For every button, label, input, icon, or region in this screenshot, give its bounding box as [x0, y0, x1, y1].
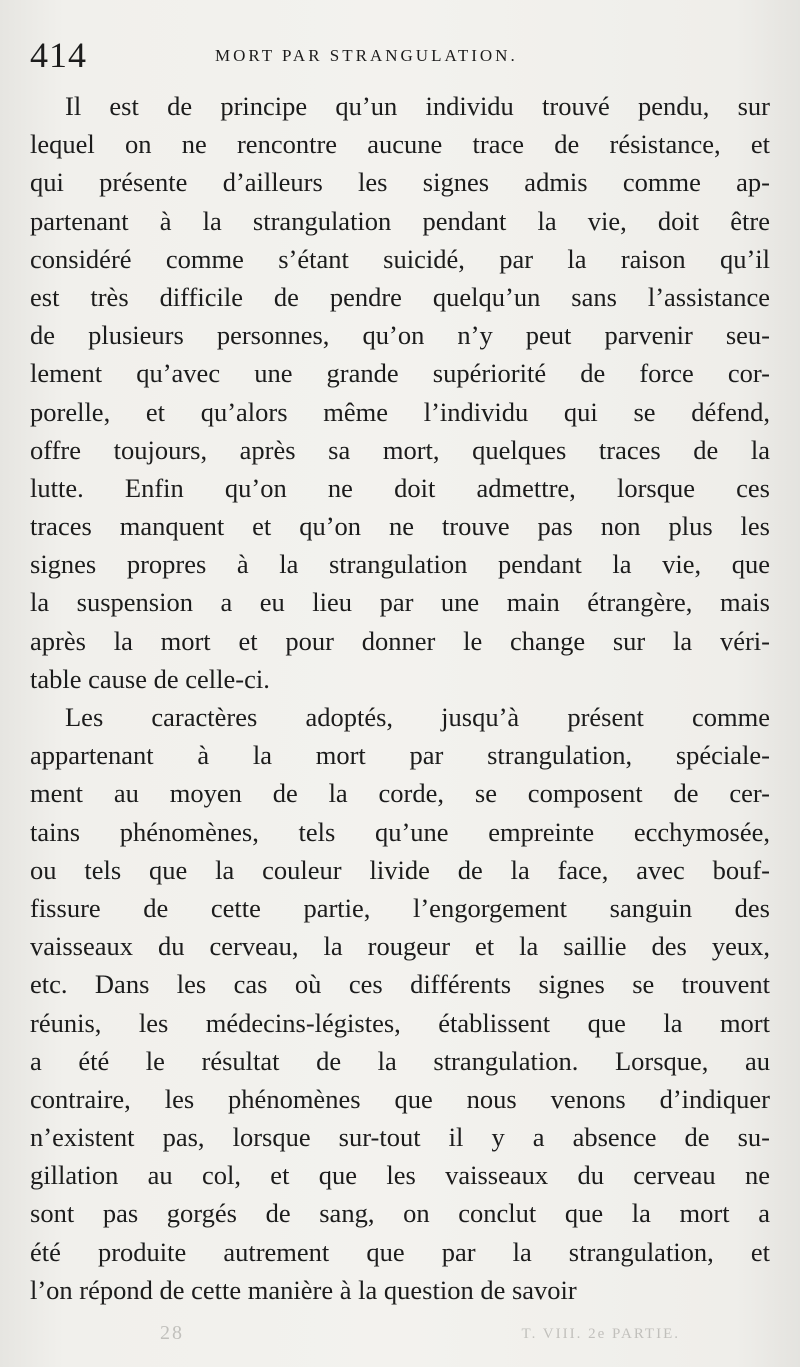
page-number: 414: [30, 35, 87, 75]
text-line: l’on répond de cette manière à la question de savoir: [30, 1274, 577, 1305]
page-header: [30, 32, 760, 82]
text-line: vaisseaux du cerveau, la rougeur et la saillie des yeux,: [30, 931, 770, 962]
running-head: MORT PAR STRANGULATION.: [215, 46, 518, 65]
text-line: Les caractères adoptés, jusqu’à présent comme: [65, 702, 770, 732]
text-line: fissure de cette partie, l’engorgement sanguin des: [30, 892, 770, 923]
text-line: considéré comme s’étant suicidé, par la raison qu’il: [30, 243, 770, 274]
text-line: été produite autrement que par la strangulation, et: [30, 1236, 770, 1267]
text-line: n’existent pas, lorsque sur-tout il y a absence de su-: [30, 1122, 770, 1153]
text-line: a été le résultat de la strangulation. Lorsque, au: [30, 1045, 770, 1076]
text-line: table cause de celle-ci.: [30, 663, 270, 694]
text-line: etc. Dans les cas où ces différents signes se trouvent: [30, 969, 770, 1000]
text-line: gillation au col, et que les vaisseaux du cerveau ne: [30, 1160, 770, 1191]
text-line: de plusieurs personnes, qu’on n’y peut parvenir seu-: [30, 320, 770, 351]
text-line: ment au moyen de la corde, se composent de cer-: [30, 778, 770, 809]
text-line: signes propres à la strangulation pendant la vie, que: [30, 549, 770, 580]
text-line: Il est de principe qu’un individu trouvé pendu, sur: [65, 91, 770, 121]
text-line: tains phénomènes, tels qu’une empreinte ecchymosée,: [30, 816, 770, 847]
paragraph: [30, 87, 770, 698]
text-line: appartenant à la mort par strangulation, spéciale-: [30, 740, 770, 771]
text-line: porelle, et qu’alors même l’individu qui se défend,: [30, 396, 770, 427]
signature-number: 28: [160, 1322, 184, 1344]
text-line: traces manquent et qu’on ne trouve pas non plus les: [30, 511, 770, 542]
text-line: réunis, les médecins-légistes, établissent que la mort: [30, 1007, 770, 1038]
text-line: lement qu’avec une grande supériorité de force cor-: [30, 358, 770, 389]
text-line: la suspension a eu lieu par une main étrangère, mais: [30, 587, 770, 618]
text-line: partenant à la strangulation pendant la vie, doit être: [30, 205, 770, 236]
paragraph: [30, 698, 770, 1309]
text-line: sont pas gorgés de sang, on conclut que la mort a: [30, 1198, 770, 1229]
text-line: qui présente d’ailleurs les signes admis comme ap-: [30, 167, 770, 198]
text-line: lequel on ne rencontre aucune trace de résistance, et: [30, 129, 770, 160]
body-text: [30, 87, 770, 1309]
volume-signature: T. VIII. 2e PARTIE.: [521, 1326, 680, 1342]
page-footer: [140, 1322, 760, 1352]
text-line: lutte. Enfin qu’on ne doit admettre, lorsque ces: [30, 472, 770, 503]
text-line: offre toujours, après sa mort, quelques traces de la: [30, 434, 770, 465]
text-line: est très difficile de pendre quelqu’un sans l’assistance: [30, 281, 770, 312]
text-line: contraire, les phénomènes que nous venons d’indiquer: [30, 1083, 770, 1114]
text-line: ou tels que la couleur livide de la face, avec bouf-: [30, 854, 770, 885]
text-line: après la mort et pour donner le change sur la véri-: [30, 625, 770, 656]
